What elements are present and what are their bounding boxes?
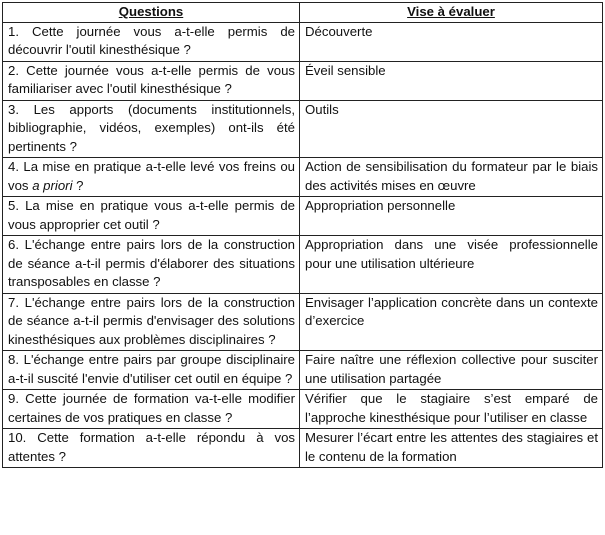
vise-cell: Mesurer l’écart entre les attentes des stagiaires et le contenu de la formation (300, 429, 603, 468)
question-emphasis: a priori (32, 177, 73, 193)
question-cell: 10. Cette formation a-t-elle répondu à vos attentes ? (3, 429, 300, 468)
header-questions: Questions (3, 3, 300, 23)
header-row (3, 3, 603, 23)
vise-cell: Appropriation dans une visée professionnelle pour une utilisation ultérieure (300, 236, 603, 294)
table-row (3, 390, 603, 429)
header-vise: Vise à évaluer (300, 3, 603, 23)
table-row (3, 351, 603, 390)
vise-cell: Découverte (300, 22, 603, 61)
question-cell: 7. L'échange entre pairs lors de la construction de séance a-t-il permis d'envisager des solutions kinesthésiques aux problèmes disciplinaires ? (3, 293, 300, 351)
table-row (3, 100, 603, 158)
question-cell: 9. Cette journée de formation va-t-elle modifier certaines de vos pratiques en classe ? (3, 390, 300, 429)
question-cell (3, 158, 300, 197)
question-cell: 8. L'échange entre pairs par groupe disciplinaire a-t-il suscité l'envie d'utiliser cet outil en équipe ? (3, 351, 300, 390)
vise-cell: Éveil sensible (300, 61, 603, 100)
table-row (3, 61, 603, 100)
vise-cell: Envisager l’application concrète dans un contexte d’exercice (300, 293, 603, 351)
question-cell: 5. La mise en pratique vous a-t-elle permis de vous approprier cet outil ? (3, 197, 300, 236)
vise-cell: Faire naître une réflexion collective pour susciter une utilisation partagée (300, 351, 603, 390)
question-text-end: ? (72, 177, 84, 193)
question-cell: 1. Cette journée vous a-t-elle permis de découvrir l'outil kinesthésique ? (3, 22, 300, 61)
table-row (3, 429, 603, 468)
table-row (3, 236, 603, 294)
table-row (3, 197, 603, 236)
evaluation-table (2, 2, 603, 468)
question-cell: 2. Cette journée vous a-t-elle permis de vous familiariser avec l'outil kinesthésique ? (3, 61, 300, 100)
question-cell: 6. L'échange entre pairs lors de la construction de séance a-t-il permis d'élaborer des situations transposables en classe ? (3, 236, 300, 294)
vise-cell: Vérifier que le stagiaire s’est emparé de l’approche kinesthésique pour l’utiliser en classe (300, 390, 603, 429)
vise-cell: Action de sensibilisation du formateur par le biais des activités mises en œuvre (300, 158, 603, 197)
vise-cell: Outils (300, 100, 603, 158)
table-row (3, 158, 603, 197)
table-row (3, 22, 603, 61)
table-row (3, 293, 603, 351)
question-cell: 3. Les apports (documents institutionnels, bibliographie, vidéos, exemples) ont-ils été pertinents ? (3, 100, 300, 158)
vise-cell: Appropriation personnelle (300, 197, 603, 236)
question-text: 4. La mise en pratique a-t-elle levé vos freins ou vos (8, 159, 295, 193)
